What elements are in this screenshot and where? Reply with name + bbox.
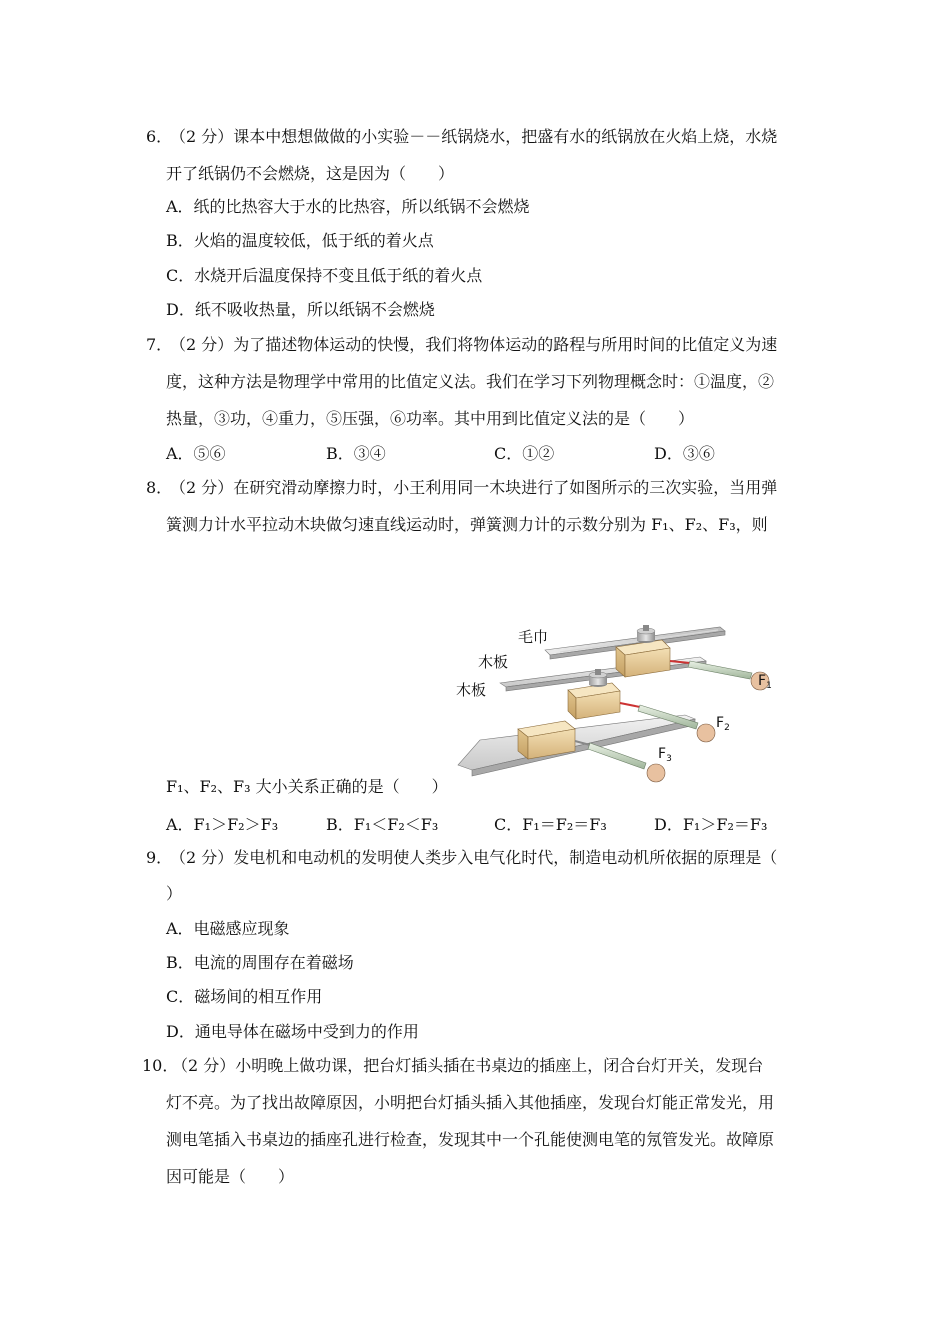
- question-number: 7．: [146, 335, 173, 354]
- surface-label-board-1: 木板: [478, 653, 509, 671]
- option-b: B．F₁＜F₂＜F₃: [326, 815, 439, 834]
- question-text-line: ）: [166, 884, 183, 903]
- question-text-line: 度，这种方法是物理学中常用的比值定义法。我们在学习下列物理概念时：①温度，②: [166, 372, 775, 391]
- question-text-line: F₁、F₂、F₃ 大小关系正确的是（ ）: [166, 777, 448, 796]
- question-text-line: （2 分）发电机和电动机的发明使人类步入电气化时代，制造电动机所依据的原理是（: [170, 848, 778, 867]
- option-c: C．磁场间的相互作用: [166, 987, 323, 1006]
- question-text-line: （2 分）课本中想想做做的小实验－－纸锅烧水，把盛有水的纸锅放在火焰上烧，水烧: [170, 127, 778, 146]
- option-d: D．纸不吸收热量，所以纸锅不会燃烧: [166, 300, 435, 319]
- question-number: 9．: [146, 848, 173, 867]
- option-b: B．电流的周围存在着磁场: [166, 953, 354, 972]
- surface-label-towel: 毛巾: [518, 628, 549, 646]
- option-c: C．水烧开后温度保持不变且低于纸的着火点: [166, 266, 483, 285]
- force-label-f3: $F_3$: [658, 746, 672, 764]
- option-b: B．③④: [326, 444, 386, 463]
- option-a: A．电磁感应现象: [166, 919, 290, 938]
- option-b: B．火焰的温度较低，低于纸的着火点: [166, 231, 434, 250]
- force-label-f2: $F_2$: [716, 715, 730, 733]
- option-d: D．③⑥: [654, 444, 715, 463]
- option-a: A．纸的比热容大于水的比热容，所以纸锅不会燃烧: [166, 197, 530, 216]
- question-text-line: （2 分）为了描述物体运动的快慢，我们将物体运动的路程与所用时间的比值定义为速: [170, 335, 778, 354]
- option-d: D．通电导体在磁场中受到力的作用: [166, 1022, 419, 1041]
- force-label-f1: $F_1$: [758, 673, 772, 691]
- question-text-line: 因可能是（ ）: [166, 1167, 295, 1186]
- option-c: C．①②: [494, 444, 555, 463]
- question-text-line: 灯不亮。为了找出故障原因，小明把台灯插头插入其他插座，发现台灯能正常发光，用: [166, 1093, 775, 1112]
- surface-label-board-2: 木板: [456, 681, 487, 699]
- spring-scale-3: [575, 741, 665, 782]
- question-text-line: 热量，③功，④重力，⑤压强，⑥功率。其中用到比值定义法的是（ ）: [166, 409, 695, 428]
- question-number: 8．: [146, 478, 173, 497]
- question-text-line: （2 分）在研究滑动摩擦力时，小王利用同一木块进行了如图所示的三次实验，当用弹: [170, 478, 778, 497]
- option-a: A．F₁＞F₂＞F₃: [166, 815, 279, 834]
- question-text-line: 开了纸锅仍不会燃烧，这是因为（ ）: [166, 164, 455, 183]
- question-number: 6．: [146, 127, 173, 146]
- question-text-line: 簧测力计水平拉动木块做匀速直线运动时，弹簧测力计的示数分别为 F₁、F₂、F₃，则: [166, 515, 768, 534]
- option-a: A．⑤⑥: [166, 444, 226, 463]
- option-d: D．F₁＞F₂＝F₃: [654, 815, 768, 834]
- question-text-line: 测电笔插入书桌边的插座孔进行检查，发现其中一个孔能使测电笔的氖管发光。故障原: [166, 1130, 775, 1149]
- wood-block-1: [616, 625, 670, 677]
- friction-experiment-figure: [450, 615, 790, 800]
- option-c: C．F₁＝F₂＝F₃: [494, 815, 607, 834]
- question-text-line: （2 分）小明晚上做功课，把台灯插头插在书桌边的插座上，闭合台灯开关，发现台: [172, 1056, 764, 1075]
- question-number: 10．: [142, 1056, 179, 1075]
